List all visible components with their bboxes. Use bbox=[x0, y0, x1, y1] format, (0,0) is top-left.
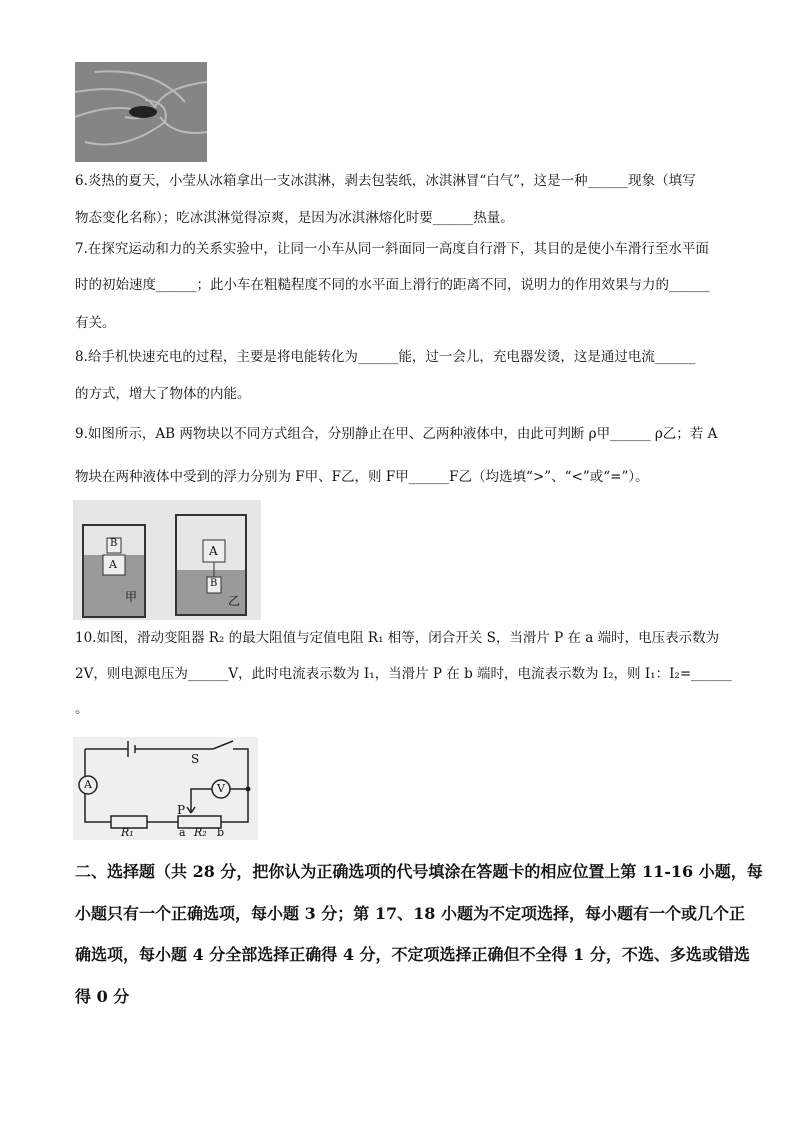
r2-label: R₂ bbox=[194, 826, 207, 839]
q7-line: 7.在探究运动和力的关系实验中，让同一小车从同一斜面同一高度自行滑下，其目的是使小车滑行至水平面 bbox=[75, 241, 709, 257]
b-end-label: b bbox=[217, 826, 225, 839]
q8-line: 的方式，增大了物体的内能。 bbox=[75, 386, 251, 402]
section-heading-line: 确选项，每小题 4 分全部选择正确得 4 分，不定项选择正确但不全得 1 分，不选、多选或错选 bbox=[75, 945, 750, 964]
section-heading-line: 得 0 分 bbox=[75, 987, 130, 1006]
r1-label: R₁ bbox=[121, 826, 134, 839]
circuit-drawing bbox=[73, 737, 258, 840]
liquid-jia-label: 甲 bbox=[125, 590, 138, 604]
slider-label: P bbox=[177, 803, 186, 817]
vortex-photo bbox=[75, 62, 207, 162]
q8-line: 8.给手机快速充电的过程，主要是将电能转化为______能，过一会儿，充电器发烫，这是通过电流______ bbox=[75, 349, 696, 365]
beakers-figure bbox=[73, 500, 261, 620]
q10-line: 。 bbox=[75, 701, 89, 717]
q9-line: 9.如图所示，AB 两物块以不同方式组合，分别静止在甲、乙两种液体中，由此可判断 ρ甲______ ρ乙；若 A bbox=[75, 426, 718, 442]
a-end-label: a bbox=[179, 826, 186, 839]
q10-line: 10.如图，滑动变阻器 R₂ 的最大阻值与定值电阻 R₁ 相等，闭合开关 S，当滑片 P 在 a 端时，电压表示数为 bbox=[75, 630, 720, 646]
q10-line: 2V，则电源电压为______V，此时电流表示数为 I₁，当滑片 P 在 b 端时，电流表示数为 I₂，则 I₁：I₂=______ bbox=[75, 666, 732, 682]
q7-line: 有关。 bbox=[75, 315, 116, 331]
block-b-label-left: B bbox=[110, 538, 118, 549]
circuit-figure bbox=[73, 737, 258, 840]
q9-line: 物块在两种液体中受到的浮力分别为 F甲、F乙，则 F甲______F乙（均选填“>”、“<”或“=”）。 bbox=[75, 469, 649, 485]
section-heading-line: 二、选择题（共 28 分，把你认为正确选项的代号填涂在答题卡的相应位置上第 11-16 小题，每 bbox=[75, 862, 763, 881]
liquid-yi-label: 乙 bbox=[228, 594, 241, 608]
section-heading-line: 小题只有一个正确选项，每小题 3 分；第 17、18 小题为不定项选择，每小题有一个或几个正 bbox=[75, 904, 745, 923]
block-a-label-right: A bbox=[209, 544, 218, 558]
block-b-label-right: B bbox=[210, 578, 218, 589]
vortex-image bbox=[75, 62, 207, 162]
ammeter-label: A bbox=[84, 778, 92, 791]
q6-line: 6.炎热的夏天，小莹从冰箱拿出一支冰淇淋，剥去包装纸，冰淇淋冒“白气”，这是一种______现象（填写 bbox=[75, 173, 696, 189]
voltmeter-label: V bbox=[217, 782, 225, 795]
q6-line: 物态变化名称）；吃冰淇淋觉得凉爽，是因为冰淇淋熔化时要______热量。 bbox=[75, 210, 514, 226]
block-a-label-left: A bbox=[109, 558, 117, 571]
q7-line: 时的初始速度______；此小车在粗糙程度不同的水平面上滑行的距离不同，说明力的作用效果与力的______ bbox=[75, 277, 710, 293]
switch-label: S bbox=[191, 752, 200, 766]
